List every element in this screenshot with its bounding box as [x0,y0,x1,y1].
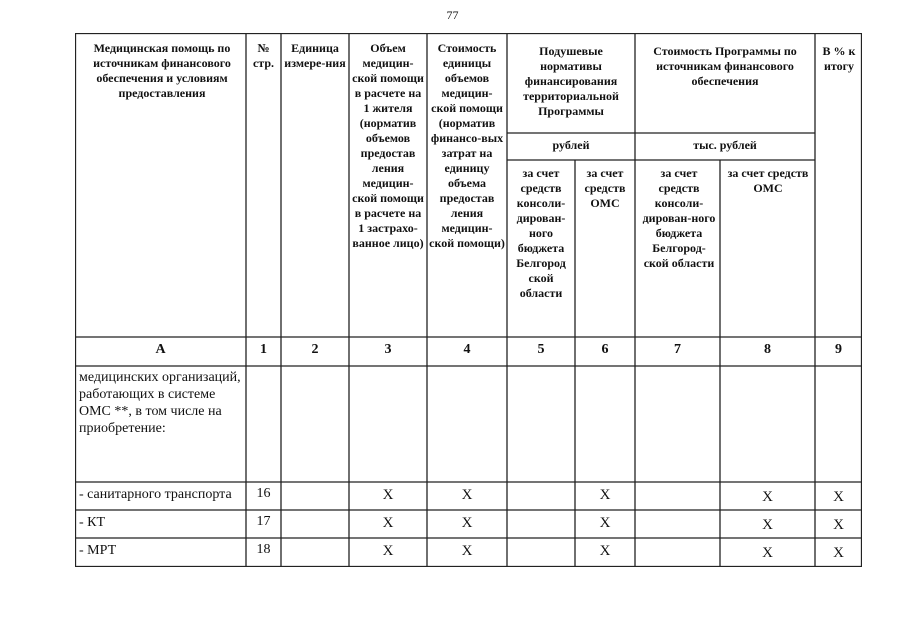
row-oms-per-capita: Х [599,543,611,559]
header-line-number: № стр. [252,41,275,70]
index-cell: 4 [463,342,471,357]
header-unit-rubles: рублей [552,138,590,152]
row-percent: Х [833,489,844,505]
index-cell: 6 [601,342,609,357]
row-oms-cost: Х [762,545,773,561]
row-volume: Х [382,543,394,559]
row-volume: Х [382,515,394,531]
row-name: медицинских организаций, работающих в системе ОМС **, в том числе на приобретение: [79,370,241,436]
header-unit-thousand-rubles: тыс. рублей [693,138,757,152]
header-percent-of-total: В % к итогу [822,44,856,73]
row-line-number: 16 [256,486,271,501]
row-oms-per-capita: Х [599,515,611,531]
row-unit-cost: Х [461,515,473,531]
header-unit: Единица измере-ния [284,41,346,70]
index-cell: 9 [835,342,842,357]
header-volume: Объем медицин-ской помощи в расчете на 1 жителя (норматив объемов предостав ления медицин-ской помощи в расчете на 1 застрахо-ванное лицо) [352,41,424,250]
row-unit-cost: Х [461,487,473,503]
index-cell: 3 [384,342,392,357]
page-number: 77 [446,8,459,22]
header-oms-per-capita: за счет средств ОМС [584,166,626,210]
row-unit-cost: Х [461,543,473,559]
row-oms-cost: Х [762,517,773,533]
row-oms-cost: Х [762,489,773,505]
header-unit-cost: Стоимость единицы объемов медицин-ской помощи (норматив финансо-вых затрат на единицу объема предостав ления медицин-ской помощи) [429,41,505,250]
header-regional-budget-per-capita: за счет средств консоли-дирован-ного бюджета Белгород ской области [516,166,566,300]
index-cell: А [155,342,166,357]
header-oms-cost: за счет средств ОМС [727,166,809,195]
index-cell: 7 [674,342,681,357]
index-cell: 2 [311,342,319,357]
row-line-number: 17 [256,514,271,529]
header-regional-budget-cost: за счет средств консоли-дирован-ного бюджета Белгород-ской области [642,166,716,270]
index-cell: 8 [764,342,771,357]
row-name: - санитарного транспорта [79,487,232,502]
row-oms-per-capita: Х [599,487,611,503]
header-program-cost-group: Стоимость Программы по источникам финансового обеспечения [653,44,797,88]
row-percent: Х [833,545,844,561]
index-cell: 5 [537,342,545,357]
index-cell: 1 [260,342,267,357]
budget-table [75,33,862,567]
row-name: - КТ [79,515,106,530]
row-volume: Х [382,487,394,503]
row-percent: Х [833,517,844,533]
row-line-number: 18 [256,542,271,557]
row-name: - МРТ [79,543,117,558]
header-service-type: Медицинская помощь по источникам финансового обеспечения и условиям предоставления [93,41,231,100]
header-per-capita-group: Подушевые нормативы финансирования территориальной Программы [523,44,619,118]
